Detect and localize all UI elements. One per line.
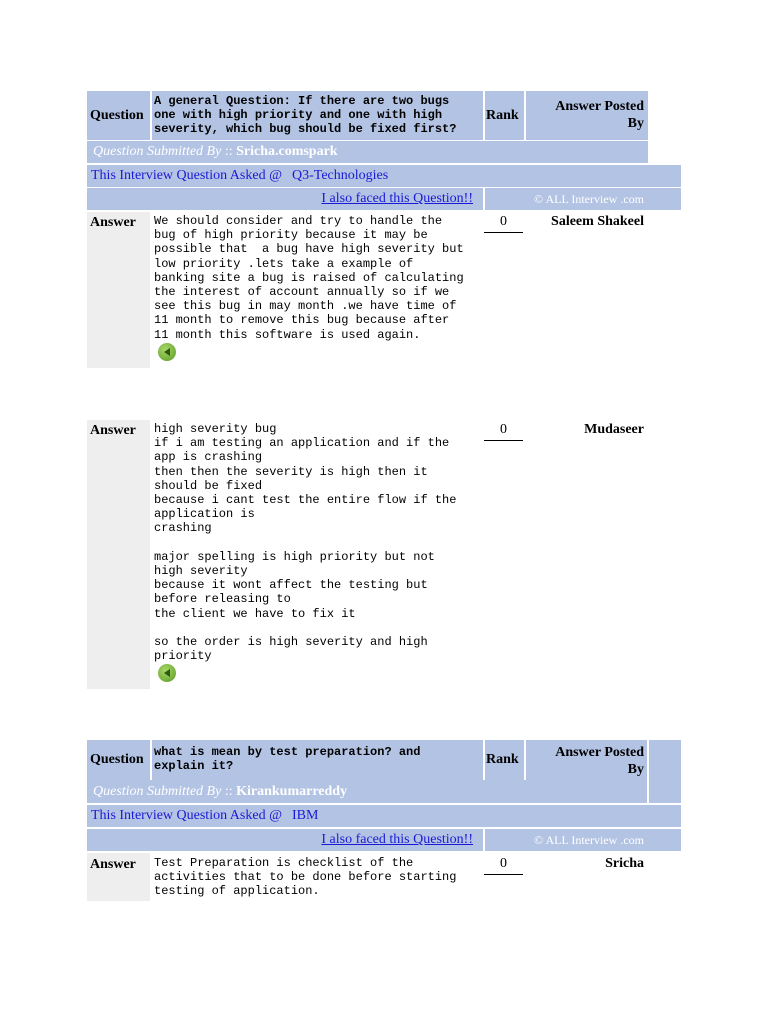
interview-asked-row [87,805,681,827]
answer-rank: 0 [484,214,523,233]
answer-label: Answer [90,215,136,230]
answer-label-cell [87,212,150,368]
submitted-by-name: Sricha.comspark [236,144,338,159]
answer-poster[interactable]: Sricha [605,856,644,871]
answer-text: high severity bug if i am testing an application and if the app is crashing then then the severity is high then it should be fixed because i cant test the entire flow if the application is crashing major spelling is high priority but not high severity because it wont affect the testing but before releasing to the client we have to fix it so the order is high severity and high priority [154,422,457,664]
answer-label: Answer [90,423,136,438]
submitted-by-separator: :: [221,144,237,159]
question-submitted-by-row [87,141,648,163]
rank-header: Rank [486,752,519,767]
submitted-by-label: Question Submitted By [93,144,222,159]
faced-question-link[interactable]: I also faced this Question!! [321,832,473,847]
answer-text: Test Preparation is checklist of the activities that to be done before starting testing of application. [154,856,457,899]
interview-asked-row [87,165,681,187]
question-label: Question [90,752,144,767]
answer-rank: 0 [484,422,523,441]
divider [150,740,152,780]
submitted-by-separator: :: [221,784,237,799]
answer-posted-by-header: Answer Posted By [555,99,644,131]
asked-company-link[interactable]: IBM [291,808,319,823]
divider [483,740,485,780]
asked-label: This Interview Question Asked @ [91,168,282,183]
answer-text: We should consider and try to handle the bug of high priority because it may be possible that a bug have high severity but low priority .lets take a example of banking site a bug is raised of calculating the interest of account annually so if we see this bug in may month .we have time of 11 month to remove this bug because after 11 month this software is used again. [154,214,464,342]
divider [524,91,526,140]
rank-header: Rank [486,107,519,123]
divider [150,91,152,140]
answer-poster[interactable]: Saleem Shakeel [551,214,644,229]
answer-poster[interactable]: Mudaseer [584,422,644,437]
asked-company-link[interactable]: Q3-Technologies [291,168,389,183]
faced-question-link[interactable]: I also faced this Question!! [321,191,473,206]
answer-posted-by-header: Answer Posted By [555,745,644,777]
question-label: Question [90,107,144,123]
copyright-text: © ALL Interview .com [534,832,644,847]
divider [647,740,649,803]
back-arrow-icon[interactable] [158,664,176,682]
divider [483,91,485,140]
answer-label-cell [87,420,150,689]
answer-label: Answer [90,857,136,872]
question-submitted-by-row [87,781,647,803]
copyright-text: © ALL Interview .com [534,191,644,206]
submitted-by-name: Kirankumarreddy [236,784,348,799]
asked-label: This Interview Question Asked @ [91,808,282,823]
question-text: A general Question: If there are two bugs one with high priority and one with high severity, which bug should be fixed first? [154,94,457,137]
answer-rank: 0 [484,856,523,875]
divider [524,740,526,780]
back-arrow-icon[interactable] [158,343,176,361]
question-text: what is mean by test preparation? and explain it? [154,745,421,774]
submitted-by-label: Question Submitted By [93,784,222,799]
